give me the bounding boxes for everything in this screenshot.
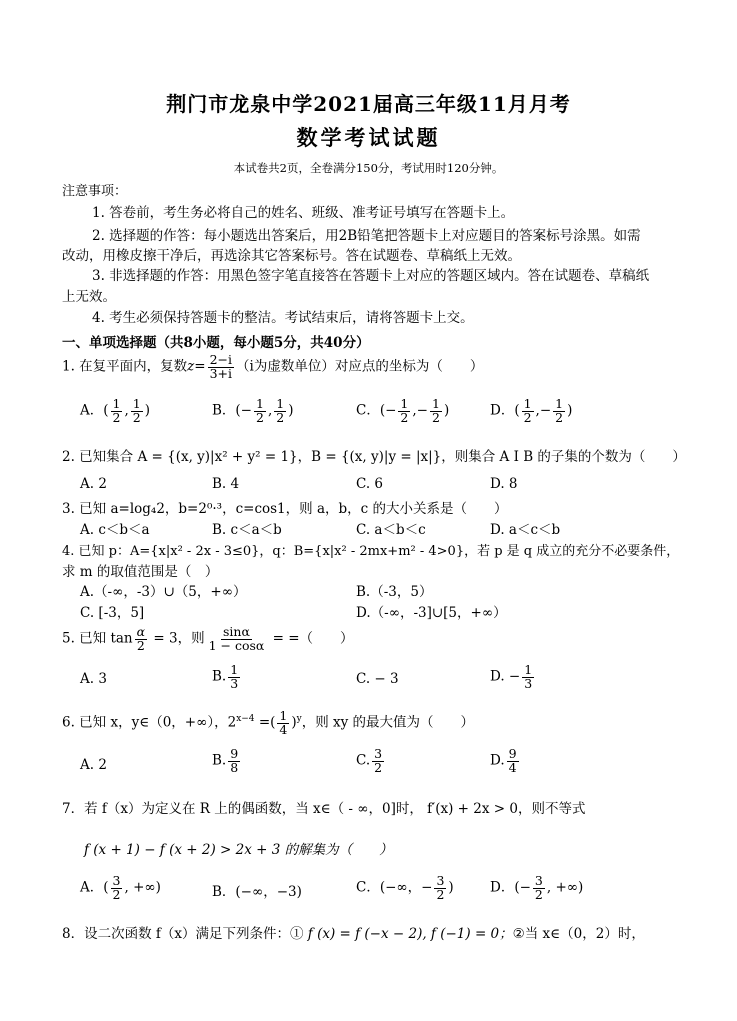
q6-qd: 4 <box>279 721 288 737</box>
q1-c-close: ) <box>443 402 450 419</box>
q1-d-comma: ,− <box>535 402 552 419</box>
q1-b-comma: , <box>267 402 273 419</box>
q6-c-d: 2 <box>374 759 383 775</box>
q5-b-n: 1 <box>230 662 239 677</box>
q5-expression <box>207 626 267 652</box>
note-2a: 2. 选择题的作答：每小题选出答案后，用2B铅笔把答题卡上对应题目的答案标号涂黑。如需 <box>92 228 641 244</box>
q1-b2-n: 1 <box>276 396 285 411</box>
q2-option-c: C. 6 <box>356 476 384 492</box>
q5-d-label: D. − <box>490 668 521 685</box>
q5-d-frac <box>522 664 534 690</box>
q1-a-close: ) <box>144 402 151 419</box>
q6-qn: 1 <box>279 708 288 723</box>
q7-a-tail: , +∞) <box>124 879 161 896</box>
q8-condition-2: ② <box>512 926 525 942</box>
q6-close: ) <box>291 714 297 731</box>
q1-c2-n: 1 <box>431 396 440 411</box>
q1-num: 2−i <box>209 352 233 367</box>
q1-option-a <box>80 398 150 424</box>
q6-c-frac <box>372 748 384 774</box>
q5-d-d: 3 <box>524 675 533 691</box>
q1-d-close: ) <box>567 402 573 419</box>
q1-c-frac1 <box>398 398 410 424</box>
q1-c-label: C．(− <box>356 402 397 419</box>
q7-a-frac <box>111 875 123 901</box>
q1-c2-d: 2 <box>431 409 440 425</box>
q1-b-frac1 <box>254 398 266 424</box>
q1-d-frac1 <box>522 398 534 424</box>
q1-option-c <box>356 398 449 424</box>
q1-option-d <box>490 398 572 424</box>
q1-d-frac2 <box>553 398 565 424</box>
q5-half-angle <box>135 626 147 652</box>
question-4-line2: 求 m 的取值范围是（ ） <box>62 564 219 580</box>
q6-d-n: 9 <box>508 746 517 761</box>
q6-exp2: y <box>296 714 302 724</box>
q5-b-frac <box>228 664 240 690</box>
q1-d2-d: 2 <box>555 409 564 425</box>
q6-option-c <box>356 748 386 774</box>
q5-d-n: 1 <box>524 662 533 677</box>
question-7-line1: 7．若 f（x）为定义在 R 上的偶函数，当 x∈（ - ∞，0]时， f′(x) + 2x > 0，则不等式 <box>62 801 586 817</box>
q1-a-frac1 <box>111 398 123 424</box>
q5-sden: 1 − cosα <box>208 637 265 653</box>
q1-b1-n: 1 <box>256 396 264 411</box>
q3-option-c: C. a＜b＜c <box>356 522 426 538</box>
q1-a2-n: 1 <box>132 396 141 411</box>
q6-b-d: 8 <box>230 759 239 775</box>
q1-suffix: （i为虚数单位）对应点的坐标为（ ） <box>236 358 484 375</box>
q6-d-frac <box>507 748 519 774</box>
question-5 <box>62 626 354 652</box>
note-4: 4. 考生必须保持答题卡的整洁。考试结束后，请将答题卡上交。 <box>92 310 474 326</box>
q8-condition-2-text: 当 x∈（0，2）时， <box>524 926 645 942</box>
q6-quarter <box>277 710 289 736</box>
q1-prefix: 1. 在复平面内，复数 <box>62 358 188 375</box>
question-1 <box>62 354 483 380</box>
exam-info: 本试卷共2页，全卷满分150分，考试用时120分钟。 <box>233 161 504 175</box>
q1-a-frac2 <box>131 398 143 424</box>
q6-b-frac <box>228 748 240 774</box>
question-2: 2. 已知集合 A = {(x, y)|x² + y² = 1}，B = {(x, y)|y = |x|}，则集合 A I B 的子集的个数为（ ） <box>62 449 686 465</box>
q7-d-n: 3 <box>534 873 543 888</box>
q7-option-c <box>356 875 454 901</box>
q1-c1-n: 1 <box>400 396 409 411</box>
q1-b2-d: 2 <box>276 409 285 425</box>
q1-b-label: B．(− <box>212 402 252 419</box>
exam-subject-title: 数学考试试题 <box>296 125 441 150</box>
q3-option-a: A. c＜b＜a <box>80 522 150 538</box>
q6-d-d: 4 <box>508 759 517 775</box>
question-3: 3. 已知 a=log₄2，b=2⁰·³，c=cos1，则 a，b，c 的大小关系是（ ） <box>62 501 508 517</box>
q6-d-label: D. <box>490 752 505 769</box>
q5-prefix: 5. 已知 tan <box>62 630 133 647</box>
q5-option-a: A. 3 <box>80 671 107 687</box>
q1-c-frac2 <box>430 398 442 424</box>
q5-b-d: 3 <box>230 675 239 691</box>
q2-option-a: A. 2 <box>80 476 107 492</box>
q1-b-frac2 <box>274 398 286 424</box>
q8-condition-1-text: f (x) = f (−x − 2), f (−1) = 0； <box>303 926 513 942</box>
q8-prefix: 8．设二次函数 f（x）满足下列条件： <box>62 926 290 942</box>
question-7-line2: f (x + 1) − f (x + 2) > 2x + 3 的解集为（ ） <box>84 842 393 858</box>
q1-a1-d: 2 <box>112 409 121 425</box>
q1-d2-n: 1 <box>555 396 564 411</box>
note-2b: 改动，用橡皮擦干净后，再选涂其它答案标号。答在试题卷、草稿纸上无效。 <box>62 248 521 264</box>
q1-a2-d: 2 <box>132 409 141 425</box>
q1-z: z= <box>187 358 206 375</box>
q6-option-d <box>490 748 521 774</box>
q5-snum: sinα <box>223 624 250 639</box>
q4-option-d: D.（-∞，-3]∪[5，+∞） <box>356 605 507 621</box>
note-3a: 3. 非选择题的作答：用黑色签字笔直接答在答题卡上对应的答题区域内。答在试题卷、草稿纸 <box>92 268 650 284</box>
q7-d-frac <box>533 875 545 901</box>
q2-option-b: B. 4 <box>212 476 240 492</box>
q6-eq: =( <box>254 714 276 731</box>
q4-option-c: C. [-3，5] <box>80 605 145 621</box>
q7-c-n: 3 <box>436 873 445 888</box>
q7-c-d: 2 <box>436 886 445 902</box>
q7-option-d <box>490 875 583 901</box>
q7-d-label: D．(− <box>490 879 531 896</box>
q7-c-frac <box>434 875 446 901</box>
section-heading: 一、单项选择题（共8小题，每小题5分，共40分） <box>62 335 370 351</box>
q8-condition-1: ① <box>290 926 304 942</box>
q7-option-a <box>80 875 161 901</box>
q7-d-d: 2 <box>534 886 543 902</box>
q6-option-a: A. 2 <box>80 757 107 773</box>
q1-a-label: A．( <box>80 402 109 419</box>
q6-exp: x−4 <box>236 714 255 724</box>
q1-d1-n: 1 <box>523 396 532 411</box>
note-1: 1. 答卷前，考生务必将自己的姓名、班级、准考证号填写在答题卡上。 <box>92 205 515 221</box>
q1-d1-d: 2 <box>523 409 532 425</box>
q4-option-b: B.（-3，5） <box>356 584 433 600</box>
q6-b-label: B. <box>212 752 227 769</box>
q5-aden: 2 <box>136 637 145 653</box>
question-6 <box>62 710 474 736</box>
q4-option-a: A.（-∞，-3）∪（5，+∞） <box>80 584 247 600</box>
notes-heading: 注意事项： <box>62 184 128 199</box>
q7-option-b: B．(−∞，−3) <box>212 884 302 900</box>
q6-option-b <box>212 748 242 774</box>
q6-tail: ，则 xy 的最大值为（ ） <box>301 714 475 731</box>
q5-anum: α <box>136 624 146 639</box>
q1-option-b <box>212 398 293 424</box>
q5-mid: = 3，则 <box>149 630 205 647</box>
q6-prefix: 6. 已知 x，y∈（0，+∞），2 <box>62 714 237 731</box>
note-3b: 上无效。 <box>62 289 116 305</box>
q1-den: 3+i <box>209 365 233 381</box>
q5-option-b <box>212 664 242 690</box>
q2-option-d: D. 8 <box>490 476 518 492</box>
q7-a-label: A．( <box>80 879 109 896</box>
q1-d-label: D．( <box>490 402 520 419</box>
q1-a-comma: , <box>124 402 129 419</box>
q5-option-d <box>490 664 536 690</box>
q6-c-n: 3 <box>374 746 383 761</box>
q5-suffix: = =（ ） <box>268 630 354 647</box>
q1-b1-d: 2 <box>256 409 264 425</box>
q6-c-label: C. <box>356 752 371 769</box>
question-8 <box>62 922 645 942</box>
q3-option-b: B. c＜a＜b <box>212 522 282 538</box>
q1-c-comma: ,− <box>412 402 428 419</box>
q1-fraction <box>208 354 234 380</box>
q6-b-n: 9 <box>230 746 239 761</box>
exam-school-title: 荆门市龙泉中学2021届高三年级11月月考 <box>166 92 571 116</box>
q1-a1-n: 1 <box>112 396 121 411</box>
q7-a-d: 2 <box>112 886 121 902</box>
q7-c-tail: ) <box>448 879 454 896</box>
q7-c-label: C．(−∞，− <box>356 879 433 896</box>
q5-b-label: B. <box>212 668 227 685</box>
q1-b-close: ) <box>288 402 294 419</box>
question-4-line1: 4. 已知 p：A={x|x² - 2x - 3≤0}，q：B={x|x² - 2mx+m² - 4>0}，若 p 是 q 成立的充分不必要条件， <box>62 544 680 559</box>
q7-d-tail: , +∞) <box>546 879 584 896</box>
q3-option-d: D. a＜c＜b <box>490 522 561 538</box>
q1-c1-d: 2 <box>400 409 409 425</box>
q7-a-n: 3 <box>112 873 121 888</box>
q5-option-c: C. − 3 <box>356 671 399 687</box>
